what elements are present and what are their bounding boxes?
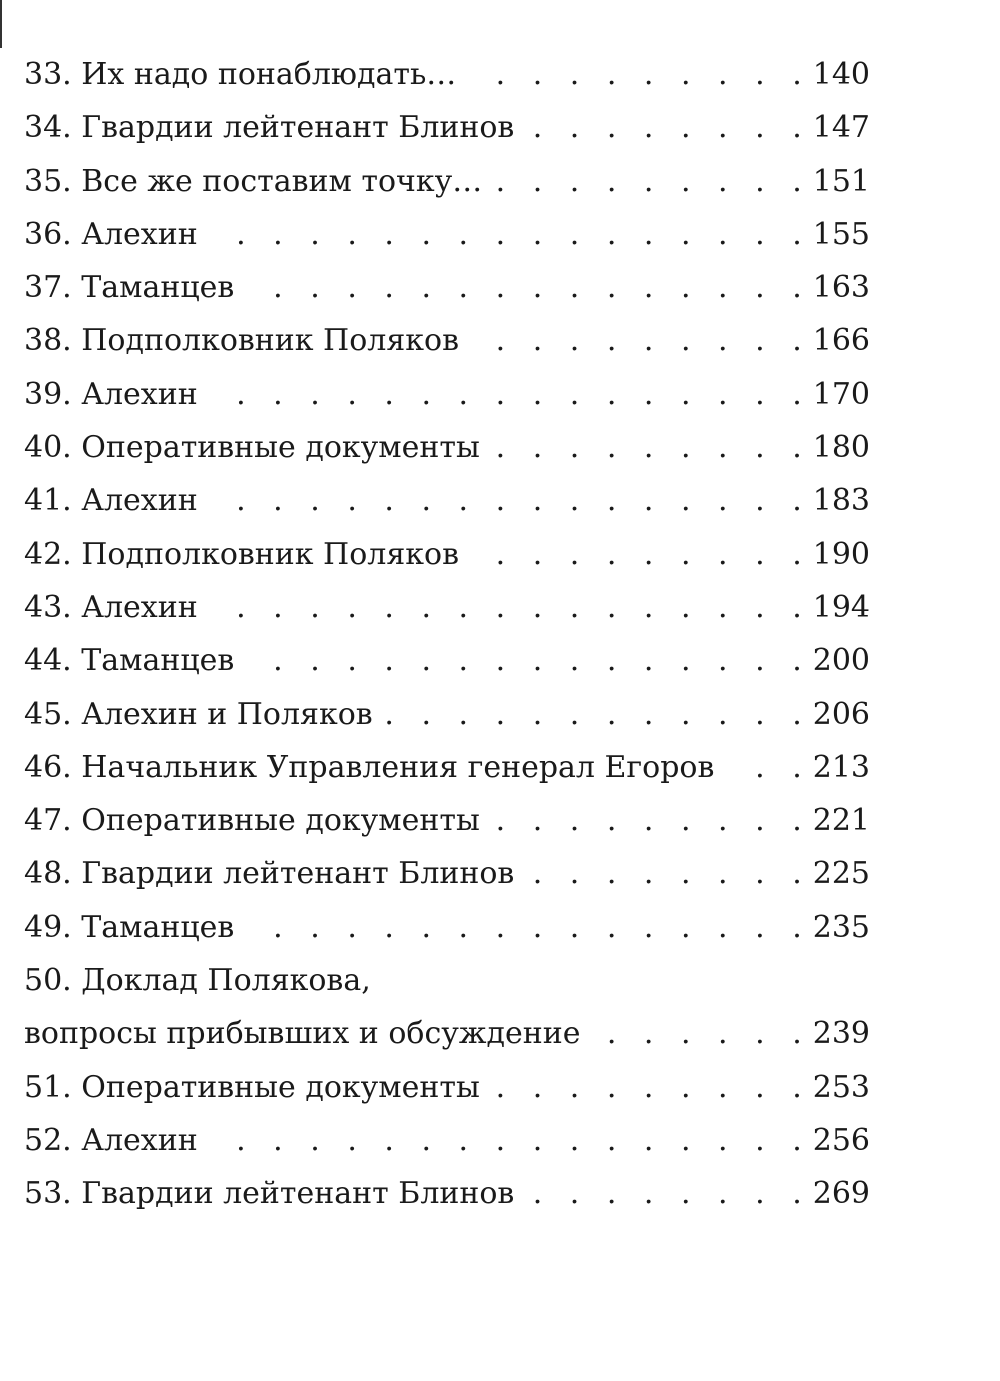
toc-entry-heading xyxy=(24,1167,526,1220)
toc-entry-heading xyxy=(24,48,468,101)
toc-entry-page-number: 183 xyxy=(811,474,870,527)
toc-entry-heading xyxy=(24,741,726,794)
toc-entry xyxy=(24,688,870,741)
dot-leader xyxy=(492,794,811,847)
dot-leader xyxy=(726,741,810,794)
toc-entry-number: 49. xyxy=(24,909,72,945)
toc-entry-heading xyxy=(24,634,246,687)
toc-entry-page-number: 253 xyxy=(811,1061,870,1114)
toc-entry-number: 42. xyxy=(24,536,72,572)
toc-entry-page-number: 269 xyxy=(811,1167,870,1220)
toc-entry-title: Таманцев xyxy=(81,910,240,945)
dot-leader xyxy=(210,208,811,261)
toc-entry-line xyxy=(24,581,870,634)
toc-entry-line xyxy=(24,634,870,687)
toc-entry-heading xyxy=(24,794,492,847)
toc-entry-title: Начальник Управления генерал Егоров xyxy=(81,750,720,785)
toc-entry-number: 40. xyxy=(24,430,72,466)
toc-entry-heading xyxy=(24,688,385,741)
toc-entry-title: Оперативные документы xyxy=(81,803,486,838)
dot-leader xyxy=(210,368,811,421)
toc-entry-page-number: 170 xyxy=(811,368,870,421)
table-of-contents xyxy=(24,48,870,1221)
toc-entry xyxy=(24,474,870,527)
toc-entry-page-number: 225 xyxy=(811,847,870,900)
toc-entry-page-number: 194 xyxy=(811,581,870,634)
toc-entry-page-number: 221 xyxy=(811,794,870,847)
dot-leader xyxy=(385,688,811,741)
toc-entry xyxy=(24,741,870,794)
toc-entry-number: 33. xyxy=(24,57,72,92)
toc-entry-title: Подполковник Поляков xyxy=(81,537,465,572)
toc-entry-title: Алехин и Поляков xyxy=(81,697,378,732)
toc-entry-page-number: 166 xyxy=(811,314,870,367)
toc-entry-heading xyxy=(24,421,492,474)
toc-entry-line xyxy=(24,474,870,527)
toc-entry-heading xyxy=(24,474,210,527)
toc-entry-line xyxy=(24,155,870,208)
toc-entry-title: Гвардии лейтенант Блинов xyxy=(81,856,520,891)
toc-entry-page-number: 206 xyxy=(811,688,870,741)
toc-entry-number: 48. xyxy=(24,856,72,892)
toc-entry-number: 41. xyxy=(24,483,72,519)
toc-entry-page-number: 256 xyxy=(811,1114,870,1167)
toc-entry-heading xyxy=(24,101,526,154)
toc-entry-title: Алехин xyxy=(81,483,203,518)
toc-entry-page-number: 213 xyxy=(811,741,870,794)
toc-entry-page-number: 235 xyxy=(811,901,870,954)
toc-entry-line xyxy=(24,261,870,314)
toc-entry-title: Таманцев xyxy=(81,270,240,305)
toc-entry-heading xyxy=(24,528,471,581)
toc-entry-page-number: 180 xyxy=(811,421,870,474)
toc-entry-line xyxy=(24,954,870,1007)
toc-entry-heading xyxy=(24,261,246,314)
toc-entry xyxy=(24,1114,870,1167)
toc-entry-line xyxy=(24,741,870,794)
toc-entry-line xyxy=(24,368,870,421)
dot-leader xyxy=(246,901,810,954)
toc-entry-heading xyxy=(24,1114,210,1167)
toc-entry-line xyxy=(24,1007,870,1060)
dot-leader xyxy=(492,1061,811,1114)
toc-entry-number: 35. xyxy=(24,163,72,199)
toc-entry-number: 51. xyxy=(24,1069,72,1105)
toc-entry-number: 50. xyxy=(24,963,72,999)
toc-entry-line xyxy=(24,688,870,741)
toc-entry xyxy=(24,261,870,314)
toc-entry-heading xyxy=(24,1061,492,1114)
toc-entry-number: 47. xyxy=(24,803,72,839)
dot-leader xyxy=(210,1114,811,1167)
page-edge-mark xyxy=(0,0,2,48)
toc-entry-page-number: 151 xyxy=(811,155,870,208)
toc-entry-number: 52. xyxy=(24,1122,72,1158)
toc-entry-title: Таманцев xyxy=(81,643,240,678)
toc-entry-title-continued: вопросы прибывших и обсуждение xyxy=(24,1007,586,1060)
dot-leader xyxy=(246,261,810,314)
toc-entry-page-number: 155 xyxy=(811,208,870,261)
toc-entry xyxy=(24,634,870,687)
toc-entry-page-number: 200 xyxy=(811,634,870,687)
toc-entry-line xyxy=(24,421,870,474)
toc-entry-title: Алехин xyxy=(81,590,203,625)
toc-entry xyxy=(24,208,870,261)
toc-entry-title: Их надо понаблюдать… xyxy=(81,57,462,92)
toc-entry-line xyxy=(24,901,870,954)
toc-entry xyxy=(24,1061,870,1114)
toc-entry-number: 37. xyxy=(24,270,72,306)
toc-entry-title: Подполковник Поляков xyxy=(81,323,465,358)
toc-entry xyxy=(24,314,870,367)
toc-entry-line xyxy=(24,794,870,847)
toc-entry-number: 36. xyxy=(24,216,72,252)
toc-entry-title: Алехин xyxy=(81,217,203,252)
toc-entry-title: Оперативные документы xyxy=(81,430,486,465)
toc-entry-line xyxy=(24,48,870,101)
toc-entry-title: Оперативные документы xyxy=(81,1070,486,1105)
dot-leader xyxy=(586,1007,810,1060)
dot-leader xyxy=(494,155,810,208)
toc-entry xyxy=(24,155,870,208)
dot-leader xyxy=(471,314,811,367)
toc-entry xyxy=(24,101,870,154)
toc-entry-line xyxy=(24,208,870,261)
toc-entry-heading xyxy=(24,847,526,900)
dot-leader xyxy=(471,528,811,581)
toc-entry-line xyxy=(24,847,870,900)
toc-entry xyxy=(24,1167,870,1220)
toc-entry-title: Алехин xyxy=(81,377,203,412)
toc-entry-page-number: 190 xyxy=(811,528,870,581)
dot-leader xyxy=(526,847,810,900)
toc-entry xyxy=(24,528,870,581)
toc-entry-title: Гвардии лейтенант Блинов xyxy=(81,110,520,145)
toc-entry-line xyxy=(24,1114,870,1167)
toc-entry-heading xyxy=(24,208,210,261)
toc-entry-page-number: 163 xyxy=(811,261,870,314)
toc-entry-line xyxy=(24,528,870,581)
dot-leader xyxy=(526,1167,810,1220)
dot-leader xyxy=(468,48,810,101)
toc-entry-number: 38. xyxy=(24,323,72,359)
toc-entry-number: 45. xyxy=(24,696,72,732)
toc-entry-number: 44. xyxy=(24,643,72,679)
toc-entry-title: Доклад Полякова, xyxy=(81,963,376,998)
toc-entry-heading xyxy=(24,581,210,634)
toc-entry-line xyxy=(24,101,870,154)
toc-entry-line xyxy=(24,314,870,367)
toc-entry xyxy=(24,48,870,101)
dot-leader xyxy=(526,101,810,154)
toc-entry-page-number: 147 xyxy=(811,101,870,154)
toc-entry-number: 43. xyxy=(24,589,72,625)
toc-entry-line xyxy=(24,1061,870,1114)
toc-entry-page-number: 239 xyxy=(811,1007,870,1060)
toc-entry-line xyxy=(24,1167,870,1220)
dot-leader xyxy=(246,634,810,687)
toc-entry-heading xyxy=(24,901,246,954)
toc-entry-number: 39. xyxy=(24,376,72,412)
toc-entry xyxy=(24,421,870,474)
toc-entry-title: Все же поставим точку… xyxy=(81,164,488,199)
toc-entry-number: 34. xyxy=(24,110,72,146)
toc-entry-title: Гвардии лейтенант Блинов xyxy=(81,1176,520,1211)
toc-entry-title: Алехин xyxy=(81,1123,203,1158)
toc-entry-heading xyxy=(24,155,494,208)
toc-entry-page-number: 140 xyxy=(811,48,870,101)
dot-leader xyxy=(210,474,811,527)
toc-entry-number: 53. xyxy=(24,1176,72,1212)
toc-entry-heading xyxy=(24,314,471,367)
dot-leader xyxy=(210,581,811,634)
toc-entry-heading xyxy=(24,368,210,421)
toc-entry xyxy=(24,794,870,847)
dot-leader xyxy=(492,421,811,474)
toc-entry xyxy=(24,581,870,634)
toc-entry xyxy=(24,954,870,1061)
toc-entry xyxy=(24,368,870,421)
toc-entry-heading xyxy=(24,954,383,1007)
toc-entry xyxy=(24,847,870,900)
toc-entry xyxy=(24,901,870,954)
toc-entry-number: 46. xyxy=(24,749,72,785)
